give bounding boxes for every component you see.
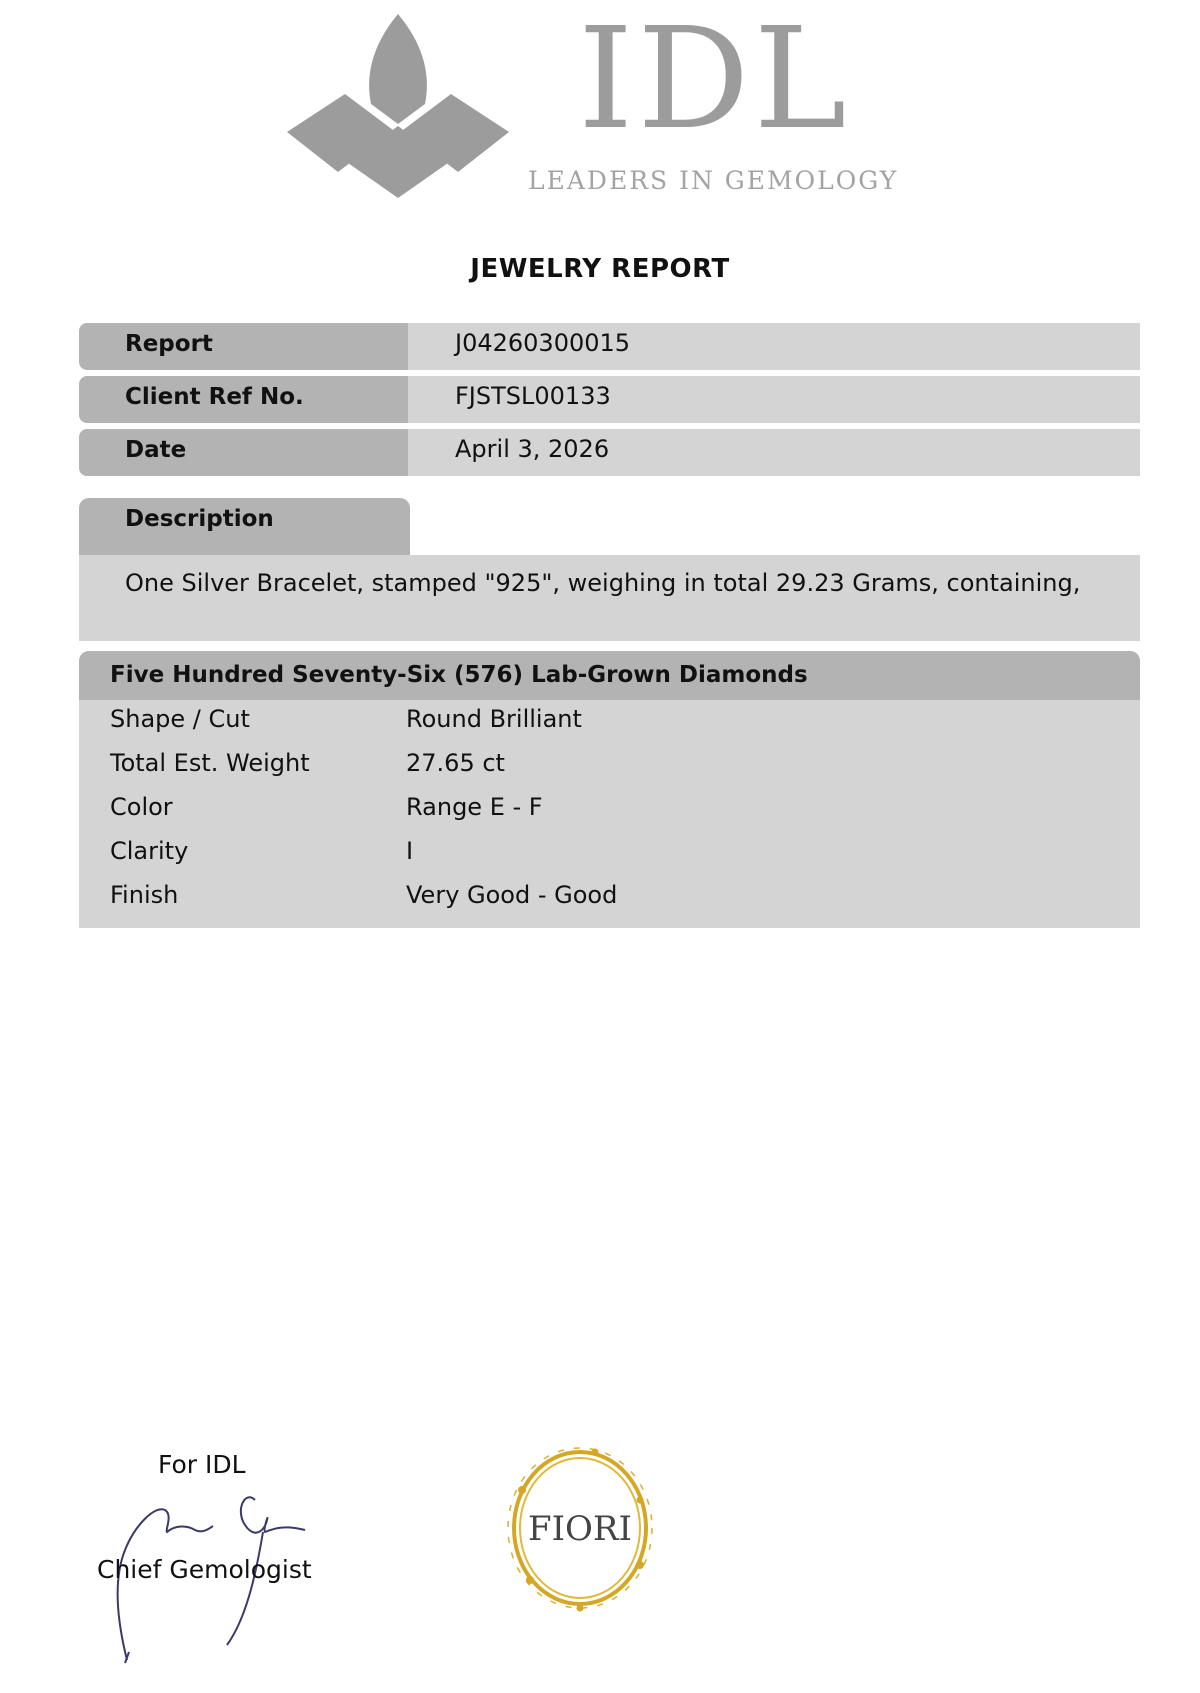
stone-row-color xyxy=(79,793,1140,837)
report-number-row xyxy=(79,323,1140,370)
info-value: April 3, 2026 xyxy=(455,435,610,463)
stone-row-value: Round Brilliant xyxy=(406,705,582,733)
info-label: Report xyxy=(125,331,213,357)
info-value: FJSTSL00133 xyxy=(455,382,611,410)
stone-row-value: 27.65 ct xyxy=(406,749,505,777)
fiori-seal-icon xyxy=(500,1440,660,1615)
seal-text: FIORI xyxy=(528,1509,632,1549)
stone-row-value: Very Good - Good xyxy=(406,881,618,909)
stone-row-shape xyxy=(79,705,1140,749)
description-text: One Silver Bracelet, stamped "925", weighing in total 29.23 Grams, containing, xyxy=(125,569,1081,597)
stone-row-finish xyxy=(79,881,1140,925)
client-ref-row xyxy=(79,376,1140,423)
stone-heading: Five Hundred Seventy-Six (576) Lab-Grown Diamonds xyxy=(110,662,808,688)
brand-tagline: LEADERS IN GEMOLOGY xyxy=(528,166,899,195)
stone-row-clarity xyxy=(79,837,1140,881)
info-value-cell xyxy=(408,376,1140,423)
stone-row-label: Shape / Cut xyxy=(110,705,250,733)
signature-for-text: For IDL xyxy=(158,1450,246,1479)
description-box xyxy=(79,555,1140,641)
stone-row-value: Range E - F xyxy=(406,793,543,821)
date-row xyxy=(79,429,1140,476)
stone-row-weight xyxy=(79,749,1140,793)
stone-details-panel xyxy=(79,651,1140,928)
stone-header xyxy=(79,651,1140,700)
info-label-cell xyxy=(79,376,408,423)
description-label: Description xyxy=(125,506,274,532)
info-label: Client Ref No. xyxy=(125,384,304,410)
info-label-cell xyxy=(79,429,408,476)
info-value-cell xyxy=(408,323,1140,370)
info-value: J04260300015 xyxy=(455,329,631,357)
description-tab xyxy=(79,498,410,558)
info-label-cell xyxy=(79,323,408,370)
stone-row-label: Finish xyxy=(110,881,179,909)
brand-name: IDL xyxy=(578,0,851,161)
idl-logo-icon xyxy=(283,12,513,200)
signature-role: Chief Gemologist xyxy=(97,1555,312,1584)
info-label: Date xyxy=(125,437,187,463)
stone-row-label: Clarity xyxy=(110,837,189,865)
info-value-cell xyxy=(408,429,1140,476)
stone-row-label: Color xyxy=(110,793,173,821)
stone-row-label: Total Est. Weight xyxy=(110,749,310,777)
report-title: JEWELRY REPORT xyxy=(470,254,730,284)
stone-row-value: I xyxy=(406,837,414,865)
